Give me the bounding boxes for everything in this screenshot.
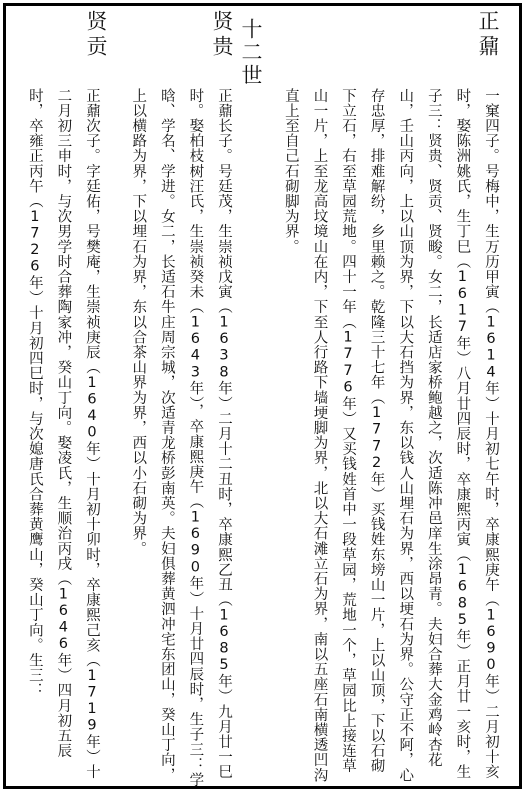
generation-label: 十二世 bbox=[239, 18, 263, 87]
biography-zhengnai: 一窠四子。号梅中，生万历甲寅（1614年）十月初七午时，卒康熙庚午（1690年）二月初十亥时，娶陈洲姚氏，生丁巳（1617年）八月廿四辰时，卒康熙丙寅（1685年）正月廿一亥时，生子三：贤贵、贤贡、贤畯。女二，长适店家桥鲍越之，次适陈冲邑庠生涂昂青。夫妇合葬大金鸡岭杏花山，壬山丙向，上以山顶为界，下以大石挡为界，东以钱人山埋石为界，西以埂石为界。公守正不阿，心存忠厚，排难解纷，乡里赖之。乾隆三十七年（1772年）买钱姓东塝山一片，上以山顶，下以石砌下立石，右至草园荒地。四十一年（1776年）又买钱姓首中一段草园，荒地一个，草园比上接连草山一片，上至龙高坟境山在内，下至人行路下墙埂脚为界，北以大石滩立石为界，南以五座石南横透凹沟直上至自己石砌脚为界。 bbox=[282, 88, 499, 783]
biography-xiangong: 正鼐次子。字廷佑，号樊庵，生崇祯庚辰（1640年）十月初十卯时，卒康熙己亥（1719年）十二月初三申时，与次男学时合葬陶家冲，癸山丁向。娶凌氏，生顺治丙戌（1646年）四月初五辰时，卒雍正丙午（1726年）十月初四巳时，与次媳唐氏合葬黄鹰山，癸山丁向。生三： bbox=[26, 88, 100, 780]
person-name-zhengnai: 正鼐 bbox=[476, 10, 500, 60]
person-name-xiangong: 贤贡 bbox=[84, 10, 108, 60]
person-name-xiangui: 贤贵 bbox=[210, 10, 234, 60]
biography-xiangui: 正鼐长子。号廷茂，生崇祯戊寅（1638年）二月十二丑时，卒康熙乙丑（1685年）九月廿一巳时。娶柏枝树汪氏，生崇祯癸未（1643年），卒康熙庚午（1690年）十月廿四辰时，生子三：学晗、学名、学进。女二，长适石牛庄周宗城，次适青龙桥彭南英。夫妇俱葬黄泗冲宅东团山，癸山丁向，上以横路为界，下以埋石为界，东以合茶山界为界，西以小石砌为界。 bbox=[130, 88, 232, 788]
